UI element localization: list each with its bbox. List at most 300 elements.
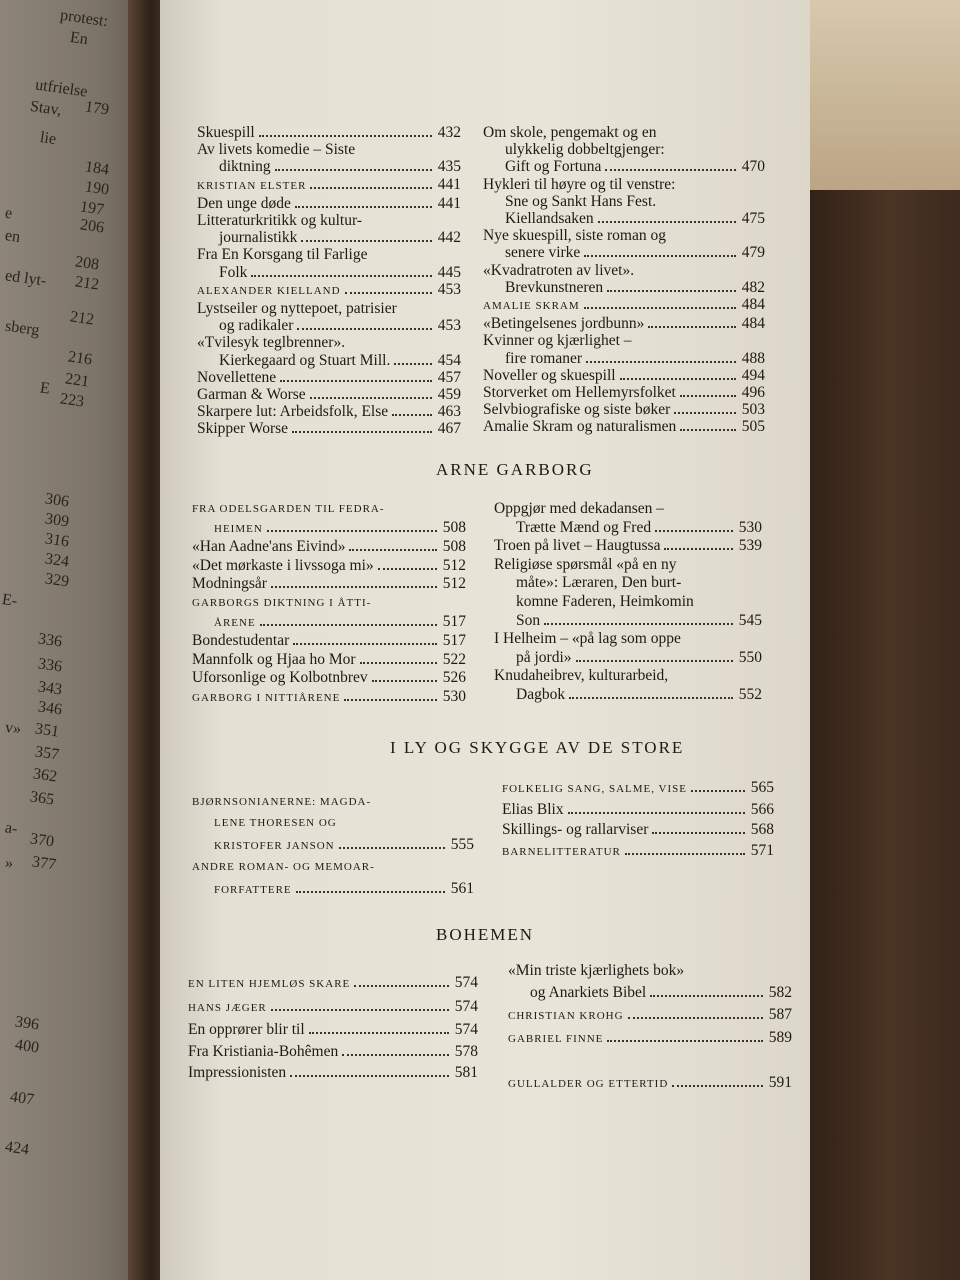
toc-entry-line	[192, 594, 466, 613]
left-page-fragment: e	[3, 204, 14, 223]
toc-entry-title: «Tvilesyk teglbrenner».	[197, 334, 346, 352]
dot-leader	[251, 275, 431, 277]
toc-entry	[494, 667, 762, 704]
left-page-fragment: 396	[14, 1013, 41, 1034]
dot-leader	[628, 1017, 763, 1019]
toc-entry-line	[502, 820, 774, 841]
toc-page-number: 574	[454, 1021, 478, 1038]
toc-entry-title: ÅRENE	[214, 616, 256, 629]
toc-page-number: 545	[738, 611, 762, 629]
toc-entry-title: Noveller og skuespill	[483, 366, 616, 384]
toc-entry	[508, 1072, 792, 1095]
dot-leader	[691, 790, 745, 792]
toc-entry-title: Skuespill	[197, 124, 255, 141]
toc-column-right	[483, 124, 765, 436]
toc-entry-title: BJØRNSONIANERNE: MAGDA-	[192, 796, 372, 808]
toc-entry-title: Selvbiografiske og siste bøker	[483, 401, 671, 419]
toc-page-number: 503	[741, 401, 765, 419]
dot-leader	[297, 328, 431, 330]
toc-entry	[494, 630, 762, 667]
left-page-fragment: E-	[0, 591, 19, 610]
toc-entry-line	[192, 857, 474, 878]
toc-entry-line	[192, 632, 466, 651]
toc-entry	[192, 500, 466, 538]
toc-entry-line	[483, 244, 765, 261]
toc-page-number: 571	[750, 841, 774, 859]
toc-entry-line	[197, 300, 461, 317]
toc-entry-title: Nye skuespill, siste roman og	[483, 227, 666, 245]
toc-page-number: 512	[442, 575, 466, 593]
toc-entry-line	[188, 1062, 478, 1084]
toc-entry-title: senere virke	[505, 244, 581, 262]
toc-entry-title: FORFATTERE	[214, 884, 292, 896]
toc-entry-line	[494, 537, 762, 556]
toc-entry-title: Lystseiler og nyttepoet, patrisier	[197, 300, 397, 318]
dot-leader	[672, 1085, 762, 1087]
toc-entry-title: på jordi»	[516, 648, 572, 666]
toc-entry	[502, 820, 774, 841]
toc-entry-title: En opprører blir til	[188, 1021, 305, 1038]
left-page-fragment: 365	[29, 788, 56, 809]
toc-entry-title: Elias Blix	[502, 800, 564, 818]
left-page	[0, 0, 140, 1280]
dot-leader	[301, 240, 431, 242]
toc-entry-title: KRISTIAN ELSTER	[197, 179, 307, 192]
toc-entry-title: «Kvadratroten av livet».	[483, 261, 635, 279]
toc-page-number: 484	[741, 315, 765, 333]
toc-page-number: 475	[741, 210, 765, 228]
left-page-fragment: 400	[14, 1036, 41, 1057]
left-page-fragment: 370	[29, 830, 56, 851]
toc-entry-line	[197, 281, 461, 300]
left-page-fragment: v»	[3, 718, 23, 739]
toc-entry-line	[494, 500, 762, 519]
toc-entry	[483, 262, 765, 296]
toc-entry-title: Knudaheibrev, kulturarbeid,	[494, 667, 669, 685]
toc-entry-line	[197, 229, 461, 246]
left-page-fragment: en	[3, 227, 22, 246]
toc-entry-title: BARNELITTERATUR	[502, 845, 621, 858]
toc-entry-line	[508, 1072, 792, 1095]
toc-entry-title: HANS JÆGER	[188, 1001, 267, 1014]
toc-entry-title: Skarpere lut: Arbeidsfolk, Else	[197, 403, 389, 421]
toc-entry	[508, 1050, 792, 1072]
toc-entry-title: GULLALDER OG ETTERTID	[508, 1078, 669, 1090]
toc-page-number: 561	[450, 880, 474, 897]
toc-page-number: 522	[442, 650, 466, 668]
toc-entry-line	[197, 124, 461, 141]
toc-entry-title: Skipper Worse	[197, 420, 289, 438]
toc-entry-line	[483, 401, 765, 418]
dot-leader	[342, 1054, 449, 1056]
toc-page-number: 512	[442, 556, 466, 574]
toc-page-number: 530	[738, 518, 762, 536]
toc-entry-title: og radikaler	[219, 317, 294, 335]
toc-entry-title: diktning	[219, 158, 271, 176]
left-page-fragment: utfrielse	[34, 76, 89, 101]
toc-entry	[197, 281, 461, 300]
dot-leader	[260, 624, 437, 626]
dot-leader	[584, 255, 735, 257]
toc-page-number: 582	[768, 984, 792, 1001]
toc-entry-line	[483, 210, 765, 227]
toc-entry-title: Fra Kristiania-Bohêmen	[188, 1042, 339, 1060]
toc-entry	[494, 500, 762, 537]
toc-entry-line	[188, 972, 478, 996]
toc-column-left	[188, 972, 478, 1084]
toc-entry-line	[192, 557, 466, 576]
left-page-fragment: ed lyt-	[4, 267, 48, 290]
toc-entry-title: GARBORG I NITTIÅRENE	[192, 691, 341, 704]
left-page-fragment: 316	[44, 530, 71, 551]
toc-entry-title: journalistikk	[219, 229, 298, 247]
toc-page-number: 539	[738, 537, 762, 555]
left-page-fragment: lie	[38, 128, 58, 149]
dot-leader	[584, 307, 736, 309]
dot-leader	[354, 985, 449, 987]
toc-entry-title: Son	[516, 611, 541, 629]
left-page-fragment: protest:	[59, 6, 110, 31]
toc-entry-line	[483, 262, 765, 279]
toc-page-number: 555	[450, 836, 474, 853]
left-page-fragment: 208	[74, 253, 101, 274]
toc-page-number: 566	[750, 800, 774, 818]
toc-entry-title: Den unge døde	[197, 194, 291, 212]
toc-entry-line	[494, 667, 762, 686]
toc-page-number: 587	[768, 1006, 792, 1023]
dot-leader	[296, 891, 445, 893]
toc-entry-line	[494, 630, 762, 649]
toc-entry-title: Kvinner og kjærlighet –	[483, 332, 632, 350]
toc-entry-line	[502, 778, 774, 800]
toc-entry-title: EN LITEN HJEMLØS SKARE	[188, 978, 351, 990]
left-page-fragment: 309	[44, 510, 71, 531]
toc-entry	[508, 960, 792, 1004]
dot-leader	[280, 380, 432, 382]
toc-entry-line	[483, 367, 765, 384]
toc-entry-line	[508, 960, 792, 982]
toc-entry-line	[192, 651, 466, 670]
toc-entry-title: Kierkegaard og Stuart Mill.	[219, 351, 391, 369]
left-page-fragment: Stav,	[29, 97, 63, 120]
left-page-fragment: E	[38, 379, 51, 398]
left-page-fragment: 216	[67, 348, 94, 369]
toc-entry-line	[197, 264, 461, 281]
toc-entry-line	[494, 574, 762, 593]
toc-entry-title: Om skole, pengemakt og en	[483, 124, 657, 141]
toc-entry	[197, 334, 461, 368]
dot-leader	[310, 397, 432, 399]
left-page-fragment: 197	[79, 198, 106, 219]
dot-leader	[275, 169, 432, 171]
left-page-fragment: 357	[34, 743, 61, 764]
toc-entry-title: Folk	[219, 263, 248, 281]
left-page-fragment: 407	[9, 1088, 36, 1109]
dot-leader	[607, 290, 736, 292]
dot-leader	[295, 206, 432, 208]
toc-entry	[192, 669, 466, 688]
toc-entry-title: Skillings- og rallarviser	[502, 821, 649, 838]
toc-entry	[188, 996, 478, 1020]
toc-entry-line	[192, 669, 466, 688]
dot-leader	[568, 812, 745, 814]
toc-entry	[483, 315, 765, 332]
toc-entry	[197, 369, 461, 386]
toc-entry	[483, 332, 765, 366]
toc-page-number: 453	[437, 280, 461, 298]
toc-entry-line	[494, 593, 762, 612]
toc-page-number: 435	[437, 158, 461, 176]
dot-leader	[360, 662, 437, 664]
toc-entry-line	[197, 352, 461, 369]
toc-entry	[188, 972, 478, 996]
toc-column-right	[494, 500, 762, 705]
toc-entry-line	[494, 519, 762, 538]
toc-entry-title: «Min triste kjærlighets bok»	[508, 962, 685, 979]
toc-entry-line	[483, 418, 765, 435]
toc-entry-line	[192, 688, 466, 708]
dot-leader	[655, 530, 733, 532]
toc-entry	[197, 176, 461, 195]
section-heading-arne-garborg: ARNE GARBORG	[436, 460, 594, 479]
left-page-fragment: 212	[69, 308, 96, 329]
toc-entry-title: og Anarkiets Bibel	[530, 984, 647, 1001]
left-page-fragment: 424	[4, 1138, 31, 1159]
toc-entry	[502, 841, 774, 863]
toc-entry-line	[197, 176, 461, 195]
toc-entry-title: FRA ODELSGARDEN TIL FEDRA-	[192, 503, 385, 515]
left-page-fragment: 184	[84, 158, 111, 179]
toc-page-number: 442	[437, 229, 461, 247]
toc-page-number: 432	[437, 124, 461, 141]
dot-leader	[650, 995, 763, 997]
left-page-fragment: En	[68, 28, 89, 49]
toc-entry-line	[197, 212, 461, 229]
toc-entry-line	[483, 193, 765, 210]
toc-entry-line	[483, 141, 765, 158]
toc-column-right	[502, 778, 774, 862]
toc-entry-line	[494, 649, 762, 668]
toc-entry	[188, 1019, 478, 1041]
toc-entry-line	[494, 556, 762, 575]
section-heading-i-ly-og-skygge: I LY OG SKYGGE AV DE STORE	[390, 738, 685, 757]
toc-column-left	[192, 792, 474, 901]
toc-entry	[508, 1027, 792, 1050]
toc-entry	[483, 227, 765, 261]
toc-entry-line	[192, 519, 466, 539]
toc-entry	[192, 651, 466, 670]
toc-entry-title: Kiellandsaken	[505, 210, 594, 228]
toc-page-number: 591	[768, 1074, 792, 1091]
toc-entry-line	[192, 878, 474, 901]
toc-entry-title: GARBORGS DIKTNING I ÅTTI-	[192, 596, 372, 609]
toc-column-left	[192, 500, 466, 708]
dot-leader	[344, 699, 436, 701]
toc-entry-line	[483, 350, 765, 367]
left-page-fragment: sberg	[4, 317, 41, 340]
toc-entry	[483, 401, 765, 418]
toc-entry-line	[483, 176, 765, 193]
toc-entry	[188, 1041, 478, 1063]
toc-entry-line	[483, 227, 765, 244]
toc-page-number: 457	[437, 368, 461, 386]
toc-page-number: 565	[750, 779, 774, 796]
toc-entry-line	[197, 420, 461, 437]
toc-entry-line	[483, 158, 765, 175]
toc-entry-title: Av livets komedie – Siste	[197, 141, 356, 159]
toc-entry-title: Amalie Skram og naturalismen	[483, 418, 677, 436]
toc-page-number: 459	[437, 386, 461, 404]
toc-entry	[197, 246, 461, 280]
toc-entry	[197, 300, 461, 334]
toc-entry-line	[508, 1050, 792, 1072]
toc-page-number: 574	[454, 974, 478, 991]
toc-entry	[188, 1062, 478, 1084]
toc-entry	[197, 420, 461, 437]
toc-entry-title: Litteraturkritikk og kultur-	[197, 212, 362, 230]
toc-entry	[483, 418, 765, 435]
toc-page-number: 517	[442, 632, 466, 650]
toc-entry	[192, 857, 474, 901]
toc-page-number: 482	[741, 278, 765, 296]
left-page-fragment: 212	[74, 273, 101, 294]
dot-leader	[674, 412, 735, 414]
toc-entry	[192, 632, 466, 651]
toc-page-number: 526	[442, 669, 466, 687]
dot-leader	[292, 431, 432, 433]
toc-entry-title: ANDRE ROMAN- OG MEMOAR-	[192, 861, 375, 873]
dot-leader	[394, 363, 431, 365]
toc-entry	[494, 537, 762, 556]
toc-entry-line	[508, 1004, 792, 1027]
dot-leader	[271, 586, 437, 588]
toc-entry-line	[192, 575, 466, 594]
dot-leader	[586, 361, 736, 363]
left-page-fragment: 329	[44, 570, 71, 591]
dot-leader	[378, 568, 437, 570]
toc-entry-line	[192, 613, 466, 633]
toc-entry-line	[197, 195, 461, 212]
dot-leader	[349, 549, 436, 551]
toc-page-number: 453	[437, 317, 461, 335]
toc-entry-line	[197, 386, 461, 403]
toc-entry-line	[483, 124, 765, 141]
toc-entry-title: ulykkelig dobbeltgjenger:	[505, 141, 665, 159]
toc-entry-title: Dagbok	[516, 685, 566, 703]
toc-entry-title: GABRIEL FINNE	[508, 1033, 604, 1045]
dot-leader	[576, 660, 733, 662]
dot-leader	[652, 832, 744, 834]
toc-entry	[483, 176, 765, 228]
toc-entry-title: Mannfolk og Hjaa ho Mor	[192, 650, 356, 668]
dot-leader	[664, 548, 732, 550]
toc-page-number: 484	[741, 296, 765, 314]
toc-entry	[192, 557, 466, 576]
toc-entry-title: CHRISTIAN KROHG	[508, 1010, 624, 1022]
left-page-fragment: 362	[32, 765, 59, 786]
left-page-fragment: 346	[37, 698, 64, 719]
toc-page-number: 589	[768, 1029, 792, 1046]
dot-leader	[598, 221, 736, 223]
toc-entry-title: «Det mørkaste i livssoga mi»	[192, 556, 374, 574]
toc-entry-line	[483, 384, 765, 401]
toc-entry-title: Religiøse spørsmål «på en ny	[494, 555, 677, 573]
left-page-fragment: 336	[37, 630, 64, 651]
toc-page-number: 581	[454, 1064, 478, 1081]
toc-entry-line	[188, 1041, 478, 1063]
toc-entry	[197, 212, 461, 246]
toc-entry	[197, 386, 461, 403]
toc-page-number: 470	[741, 158, 765, 176]
toc-entry-title: Bondestudentar	[192, 632, 290, 650]
left-page-fragment: 324	[44, 550, 71, 571]
toc-page-number: 505	[741, 418, 765, 436]
toc-entry	[483, 296, 765, 315]
toc-entry-title: Sne og Sankt Hans Fest.	[505, 192, 657, 210]
toc-page-number: 494	[741, 366, 765, 384]
toc-entry	[494, 556, 762, 630]
toc-entry-title: Novellettene	[197, 368, 277, 386]
left-page-fragment: 223	[59, 390, 86, 411]
toc-column-right	[508, 960, 792, 1095]
toc-entry-line	[508, 1027, 792, 1050]
toc-entry-title: Brevkunstneren	[505, 278, 604, 296]
toc-entry-title: Hykleri til høyre og til venstre:	[483, 175, 676, 193]
toc-entry-title: komne Faderen, Heimkomin	[516, 592, 694, 610]
toc-entry	[192, 594, 466, 632]
dot-leader	[372, 680, 437, 682]
left-page-fragment: 343	[37, 678, 64, 699]
toc-entry-line	[508, 982, 792, 1004]
toc-entry	[197, 403, 461, 420]
toc-entry-line	[502, 841, 774, 863]
toc-entry-title: KRISTOFER JANSON	[214, 840, 335, 852]
toc-entry-title: Trætte Mænd og Fred	[516, 518, 652, 536]
dot-leader	[569, 697, 733, 699]
toc-entry-title: måte»: Læraren, Den burt-	[516, 574, 682, 592]
toc-entry-line	[197, 246, 461, 263]
toc-page-number: 508	[442, 518, 466, 536]
toc-entry-line	[188, 996, 478, 1020]
toc-entry-line	[197, 141, 461, 158]
toc-page-number: 488	[741, 349, 765, 367]
toc-entry	[192, 688, 466, 708]
toc-entry-line	[494, 686, 762, 705]
toc-column-left	[197, 124, 461, 438]
toc-entry	[192, 792, 474, 857]
toc-page-number: 517	[442, 612, 466, 630]
left-page-fragment: 206	[79, 216, 106, 237]
toc-page-number: 463	[437, 403, 461, 421]
dot-leader	[267, 530, 437, 532]
dot-leader	[625, 853, 745, 855]
section-heading-bohemen: BOHEMEN	[436, 925, 535, 944]
toc-entry-line	[192, 792, 474, 813]
toc-entry-line	[483, 296, 765, 315]
toc-entry	[192, 575, 466, 594]
toc-entry	[197, 141, 461, 175]
toc-entry-line	[192, 538, 466, 557]
dot-leader	[607, 1040, 762, 1042]
dot-leader	[680, 429, 735, 431]
toc-page-number: 467	[437, 420, 461, 438]
left-page-fragment: 351	[34, 720, 61, 741]
toc-entry-line	[494, 612, 762, 631]
left-page-fragment: 377	[31, 853, 58, 874]
dot-leader	[544, 623, 733, 625]
dot-leader	[259, 135, 432, 137]
toc-entry-title: Modningsår	[192, 575, 267, 593]
